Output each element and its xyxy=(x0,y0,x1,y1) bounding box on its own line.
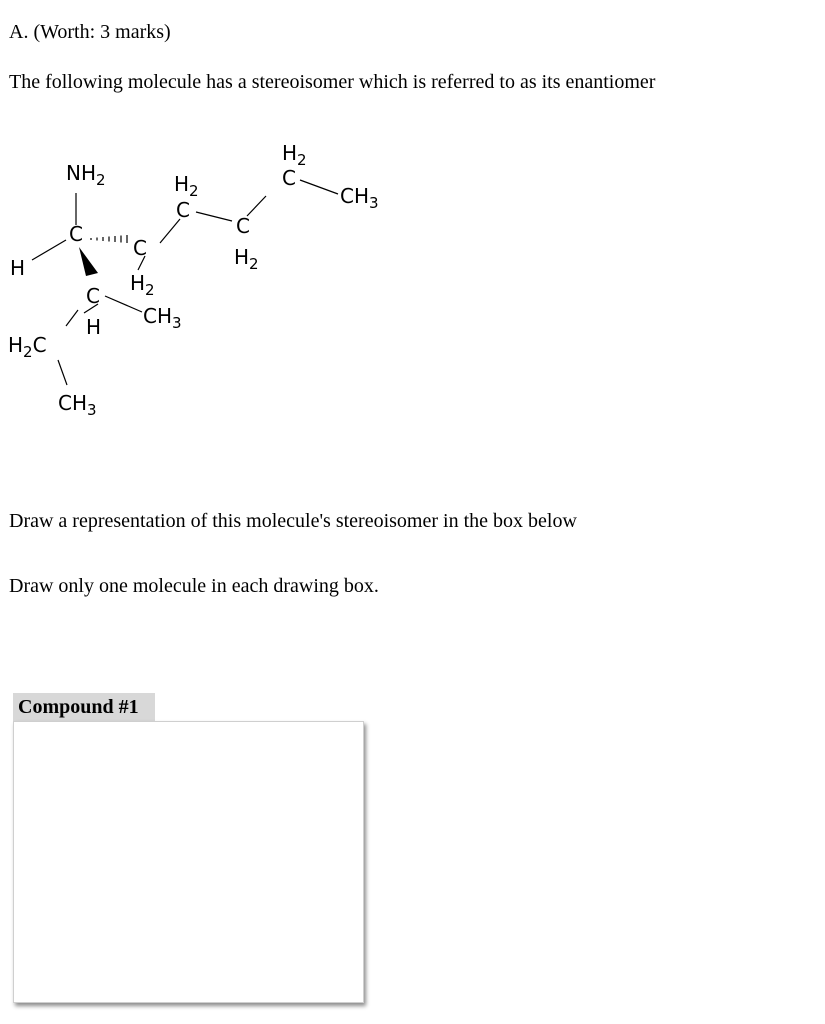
bond-ch2-ch3 xyxy=(300,180,338,194)
bond-c3-ch2 xyxy=(160,219,180,243)
label-h2-d: $H_2$ xyxy=(130,271,155,299)
bond-c2-h xyxy=(66,310,78,326)
hashed-bond xyxy=(91,235,127,243)
draw-instruction: Draw only one molecule in each drawing box. xyxy=(9,575,379,597)
label-c1: C xyxy=(69,222,83,246)
label-h-left: H xyxy=(10,256,26,280)
bond-ch2-ch2 xyxy=(196,212,232,221)
label-c-c: C xyxy=(282,166,296,190)
bond-c2-ch3 xyxy=(105,296,142,312)
label-c-b: C xyxy=(236,214,250,238)
label-nh2: $NH_2$ xyxy=(66,161,106,189)
draw-prompt: Draw a representation of this molecule's stereoisomer in the box below xyxy=(9,510,577,532)
bond-c1-h xyxy=(32,240,66,260)
bond-h2c-ch3 xyxy=(58,360,67,385)
wedge-bond xyxy=(79,247,98,276)
label-c-a: C xyxy=(176,198,190,222)
question-header: A. (Worth: 3 marks) xyxy=(9,21,171,43)
label-ch3-bottom: $CH_3$ xyxy=(58,391,97,419)
label-ch3-mid: $CH_3$ xyxy=(143,304,182,332)
label-c3: C xyxy=(133,236,147,260)
drawing-canvas[interactable] xyxy=(13,721,364,1003)
label-h-c2: H xyxy=(86,315,102,339)
label-h2-b: $H_2$ xyxy=(234,245,259,273)
question-text: The following molecule has a stereoisomer which is referred to as its enantiomer xyxy=(9,71,656,93)
molecule-structure xyxy=(0,130,420,440)
compound-label: Compound #1 xyxy=(13,693,155,721)
label-h2-a: $H_2$ xyxy=(174,172,199,200)
label-c2: C xyxy=(86,284,100,308)
bond-ch2-ch2b xyxy=(247,196,266,216)
label-h2-c: $H_2$ xyxy=(282,141,307,169)
label-h2c: $H_2C$ xyxy=(8,333,47,361)
label-ch3-right: $CH_3$ xyxy=(340,184,379,212)
